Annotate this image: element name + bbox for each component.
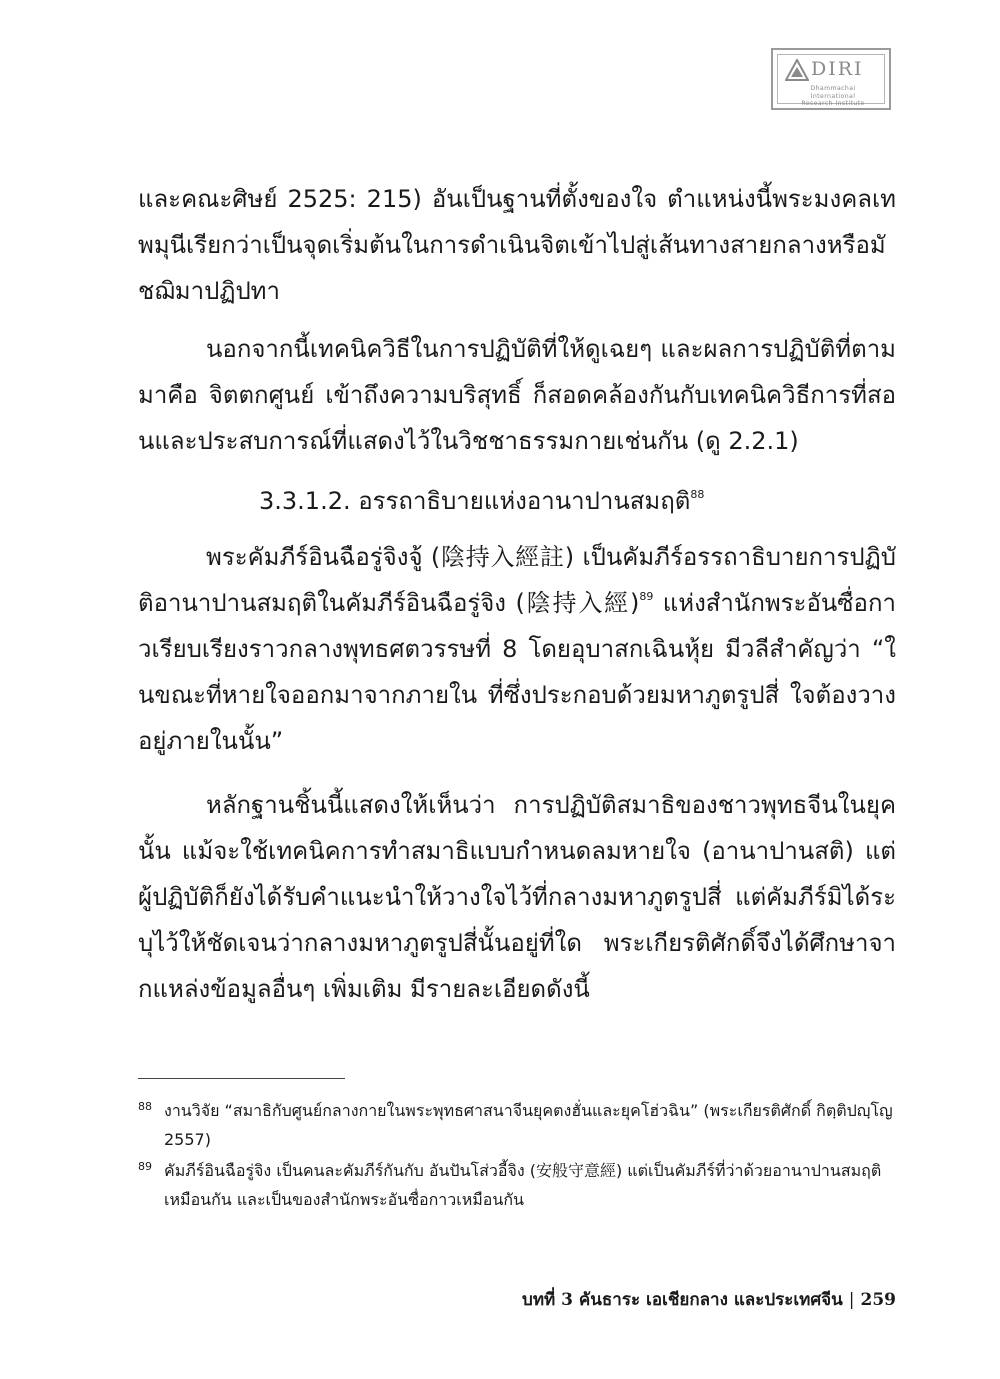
footnote-divider [138, 1078, 345, 1079]
footnote-number: 88 [138, 1100, 152, 1113]
triangle-logo-icon [785, 59, 809, 81]
footnote-ref-88[interactable]: 88 [690, 488, 705, 501]
footnote-number: 89 [138, 1160, 152, 1173]
footnote-text: คัมภีร์อินฉือรู่จิง เป็นคนละคัมภีร์กันกับ อันปันโส่วอี้จิง (安般守意經) แต่เป็นคัมภีร์ที่ว่าด้วยอานาปานสมฤติ เหมือนกัน และเป็นของสำนักพระอันซื่อกาวเหมือนกัน [164, 1161, 882, 1209]
paragraph-3-part-a: พระคัมภีร์อินฉือรู่จิงจู้ (陰持入經註) เป็นคัมภีร์อรรถาธิบายการปฏิบัติอานาปานสมฤติในคัมภีร์อินฉือรู่จิง (陰持入經) [138, 543, 896, 617]
paragraph-3-part-b: แห่งสำนักพระอันซื่อกาวเรียบเรียงราวกลางพุทธศตวรรษที่ 8 โดยอุบาสกเฉินหุ้ย มีวลีสำคัญว่า “ในขณะที่หายใจออกมาจากภายใน ที่ซึ่งประกอบด้วยมหาภูตรูปสี่ ใจต้องวางอยู่ภายในนั้น” [138, 589, 896, 755]
logo-subtitle-line2: Research Institute [801, 100, 865, 107]
paragraph-2: นอกจากนี้เทคนิควิธีในการปฏิบัติที่ให้ดูเฉยๆ และผลการปฏิบัติที่ตามมาคือ จิตตกศูนย์ เข้าถึงความบริสุทธิ์ ก็สอดคล้องกันกับเทคนิควิธีการที่สอนและประสบการณ์ที่แสดงไว้ในวิชชาธรรมกายเช่นกัน (ดู 2.2.1) [138, 335, 896, 455]
section-heading [259, 478, 704, 524]
section-heading-text: 3.3.1.2. อรรถาธิบายแห่งอานาปานสมฤติ [259, 487, 691, 515]
paragraph-1: และคณะศิษย์ 2525: 215) อันเป็นฐานที่ตั้งของใจ ตำแหน่งนี้พระมงคลเทพมุนีเรียกว่าเป็นจุดเริ่มต้นในการดำเนินจิตเข้าไปสู่เส้นทางสายกลางหรือมัชฌิมาปฏิปทา [138, 185, 896, 305]
footer-chapter-title: บทที่ 3 คันธาระ เอเชียกลาง และประเทศจีน [522, 1290, 843, 1310]
footnote-88 [138, 1096, 896, 1154]
paragraph-4: หลักฐานชิ้นนี้แสดงให้เห็นว่า การปฏิบัติสมาธิของชาวพุทธจีนในยุคนั้น แม้จะใช้เทคนิคการทำสมาธิแบบกำหนดลมหายใจ (อานาปานสติ) แต่ผู้ปฏิบัติก็ยังได้รับคำแนะนำให้วางใจไว้ที่กลางมหาภูตรูปสี่ แต่คัมภีร์มิได้ระบุไว้ให้ชัดเจนว่ากลางมหาภูตรูปสี่นั้นอยู่ที่ใด พระเกียรติศักดิ์จึงได้ศึกษาจากแหล่งข้อมูลอื่นๆ เพิ่มเติม มีรายละเอียดดังนี้ [138, 791, 896, 1003]
logo-subtitle [787, 85, 879, 108]
diri-logo [771, 48, 891, 110]
footnote-ref-89[interactable]: 89 [639, 590, 654, 603]
footer-separator: | [848, 1290, 855, 1310]
logo-text: DIRI [811, 58, 864, 80]
paragraph-3 [138, 534, 896, 764]
footnote-89 [138, 1156, 896, 1214]
page-footer [522, 1286, 896, 1313]
logo-subtitle-line1: Dhammachai International [810, 85, 856, 100]
page-number: 259 [860, 1290, 896, 1310]
footnote-text: งานวิจัย “สมาธิกับศูนย์กลางกายในพระพุทธศาสนาจีนยุคตงฮั่นและยุคโฮ่วฉิน” (พระเกียรติศักดิ์ กิตฺติปญฺโญ 2557) [164, 1101, 893, 1149]
